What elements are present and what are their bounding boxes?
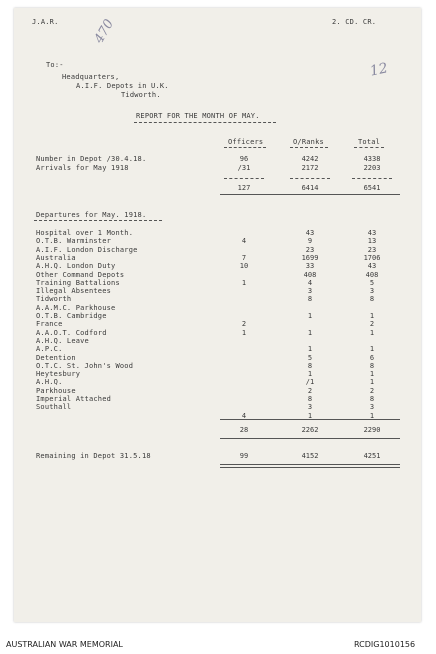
departure-row-label: Tidworth: [36, 295, 72, 304]
summary-bottom-rule: [220, 194, 400, 195]
report-title: REPORT FOR THE MONTH OF MAY.: [136, 112, 260, 120]
departures-total-officers: 28: [239, 426, 249, 434]
departure-row-ranks: 9: [307, 237, 313, 246]
departure-row-ranks: 1: [307, 312, 313, 320]
remaining-label: Remaining in Depot 31.5.18: [36, 452, 151, 460]
handwritten-folio-number: 470: [91, 16, 118, 47]
departure-row-total: 23: [367, 245, 377, 254]
column-header-officers: Officers: [228, 138, 264, 146]
summary-total-ranks: 6414: [301, 184, 319, 192]
departure-row-label: O.T.B. Cambridge: [36, 312, 107, 320]
departure-row-label: France: [36, 320, 63, 329]
departure-row-label: A.H.Q. Leave: [36, 336, 89, 345]
header-left-code: J.A.R.: [32, 18, 59, 26]
header-right-code: 2. CD. CR.: [332, 18, 377, 26]
departure-row-total: 2: [369, 320, 375, 329]
departure-row-total: 2: [369, 386, 375, 395]
departure-row-ranks: 1: [307, 345, 313, 354]
departure-row-total: 1: [369, 328, 375, 337]
departure-row-label: Illegal Absentees: [36, 287, 112, 296]
summary-row-total: 4338: [363, 155, 381, 163]
departures-total-total: 2290: [363, 426, 381, 434]
departure-row-total: 1: [369, 312, 375, 320]
remaining-officers: 99: [239, 452, 249, 460]
summary-row-total: 2203: [363, 164, 381, 172]
departure-row-officers: 10: [239, 262, 249, 271]
address-line-1: Headquarters,: [62, 73, 120, 81]
summary-row-label: Number in Depot /30.4.18.: [36, 155, 147, 163]
departure-row-ranks: 408: [303, 270, 317, 279]
departure-row-officers: 1: [241, 328, 247, 337]
departure-row-label: A.A.M.C. Parkhouse: [36, 303, 116, 312]
summary-rule-total: [352, 178, 392, 179]
departure-row-ranks: 1: [307, 370, 313, 379]
departure-row-officers: 4: [241, 237, 247, 246]
departure-row-officers: 1: [241, 278, 247, 287]
document-page: [14, 8, 421, 622]
departure-row-label: Training Battalions: [36, 278, 120, 287]
departure-row-total: 8: [369, 295, 375, 304]
departure-row-ranks: 1: [307, 328, 313, 337]
departure-row-total: 43: [367, 262, 377, 271]
departures-title: Departures for May. 1918.: [36, 211, 147, 219]
departure-row-label: A.A.O.T. Codford: [36, 328, 107, 337]
departure-row-label: Imperial Attached: [36, 395, 112, 403]
departure-row-label: Other Command Depots: [36, 270, 125, 279]
departure-row-label: Australia: [36, 253, 76, 262]
column-header-ranks: O/Ranks: [293, 138, 324, 146]
departure-row-total: 1: [369, 411, 375, 420]
column-underline-officers: [224, 147, 266, 148]
departures-bottom-rule: [220, 438, 400, 439]
departure-row-total: 5: [369, 278, 375, 287]
summary-rule-officers: [224, 178, 264, 179]
departure-row-total: 1: [369, 370, 375, 379]
remaining-total: 4251: [363, 452, 381, 460]
remaining-rule-1: [220, 464, 400, 465]
summary-total-total: 6541: [363, 184, 381, 192]
departure-row-ranks: 3: [307, 403, 313, 412]
departure-row-officers: 2: [241, 320, 247, 329]
departure-row-label: Detention: [36, 353, 76, 362]
summary-row-label: Arrivals for May 1918: [36, 164, 129, 172]
departure-row-total: 6: [369, 353, 375, 362]
departure-row-label: A.H.Q. London Duty: [36, 262, 116, 271]
departure-row-ranks: 8: [307, 295, 313, 304]
departure-row-total: 3: [369, 403, 375, 412]
summary-total-officers: 127: [237, 184, 251, 192]
departure-row-ranks: 5: [307, 353, 313, 362]
footer-record-id: RCDIG1010156: [354, 640, 416, 649]
departure-row-label: A.P.C.: [36, 345, 63, 354]
departures-title-underline: [34, 220, 162, 221]
departure-row-label: A.H.Q.: [36, 378, 63, 387]
departure-row-label: Parkhouse: [36, 386, 76, 395]
departure-row-ranks: 3: [307, 287, 313, 296]
summary-row-ranks: 2172: [301, 164, 319, 172]
departures-top-rule: [220, 419, 400, 420]
departure-row-label: O.T.C. St. John's Wood: [36, 361, 134, 370]
title-underline: [134, 122, 276, 123]
departure-row-label: O.T.B. Warminster: [36, 237, 112, 246]
departure-row-label: Hospital over 1 Month.: [36, 229, 134, 237]
departure-row-ranks: 43: [305, 229, 315, 237]
remaining-rule-2: [220, 467, 400, 468]
handwritten-page-number: 12: [368, 60, 390, 80]
departure-row-label: Southall: [36, 403, 72, 412]
departure-row-ranks: 33: [305, 262, 315, 271]
departure-row-ranks: 8: [307, 395, 313, 403]
departures-total-ranks: 2262: [301, 426, 319, 434]
departure-row-total: 1: [369, 378, 375, 387]
departure-row-total: 8: [369, 395, 375, 403]
column-header-total: Total: [358, 138, 381, 146]
departure-row-ranks: 23: [305, 245, 315, 254]
departure-row-total: 1706: [363, 253, 381, 262]
column-underline-total: [354, 147, 384, 148]
departure-row-ranks: 4: [307, 278, 313, 287]
departure-row-ranks: 2: [307, 386, 313, 395]
departure-row-total: 43: [367, 229, 377, 237]
summary-row-ranks: 4242: [301, 155, 319, 163]
summary-row-officers: /31: [237, 164, 251, 172]
departure-row-label: Heytesbury: [36, 370, 81, 379]
address-line-3: Tidworth.: [121, 91, 161, 99]
departure-row-ranks: 1699: [301, 253, 319, 262]
departure-row-label: A.I.F. London Discharge: [36, 245, 138, 254]
address-to: To:-: [46, 61, 64, 69]
address-line-2: A.I.F. Depots in U.K.: [76, 82, 169, 90]
departure-row-total: 408: [365, 270, 379, 279]
summary-row-officers: 96: [239, 155, 249, 163]
footer-source: AUSTRALIAN WAR MEMORIAL: [6, 640, 123, 649]
departure-row-ranks: /1: [305, 378, 315, 387]
column-underline-ranks: [290, 147, 328, 148]
remaining-ranks: 4152: [301, 452, 319, 460]
departure-row-total: 8: [369, 361, 375, 370]
departure-row-officers: 4: [241, 411, 247, 420]
departure-row-total: 13: [367, 237, 377, 246]
departure-row-total: 1: [369, 345, 375, 354]
summary-rule-ranks: [290, 178, 330, 179]
departure-row-ranks: 8: [307, 361, 313, 370]
departure-row-officers: 7: [241, 253, 247, 262]
departure-row-ranks: 1: [307, 411, 313, 420]
departure-row-total: 3: [369, 287, 375, 296]
